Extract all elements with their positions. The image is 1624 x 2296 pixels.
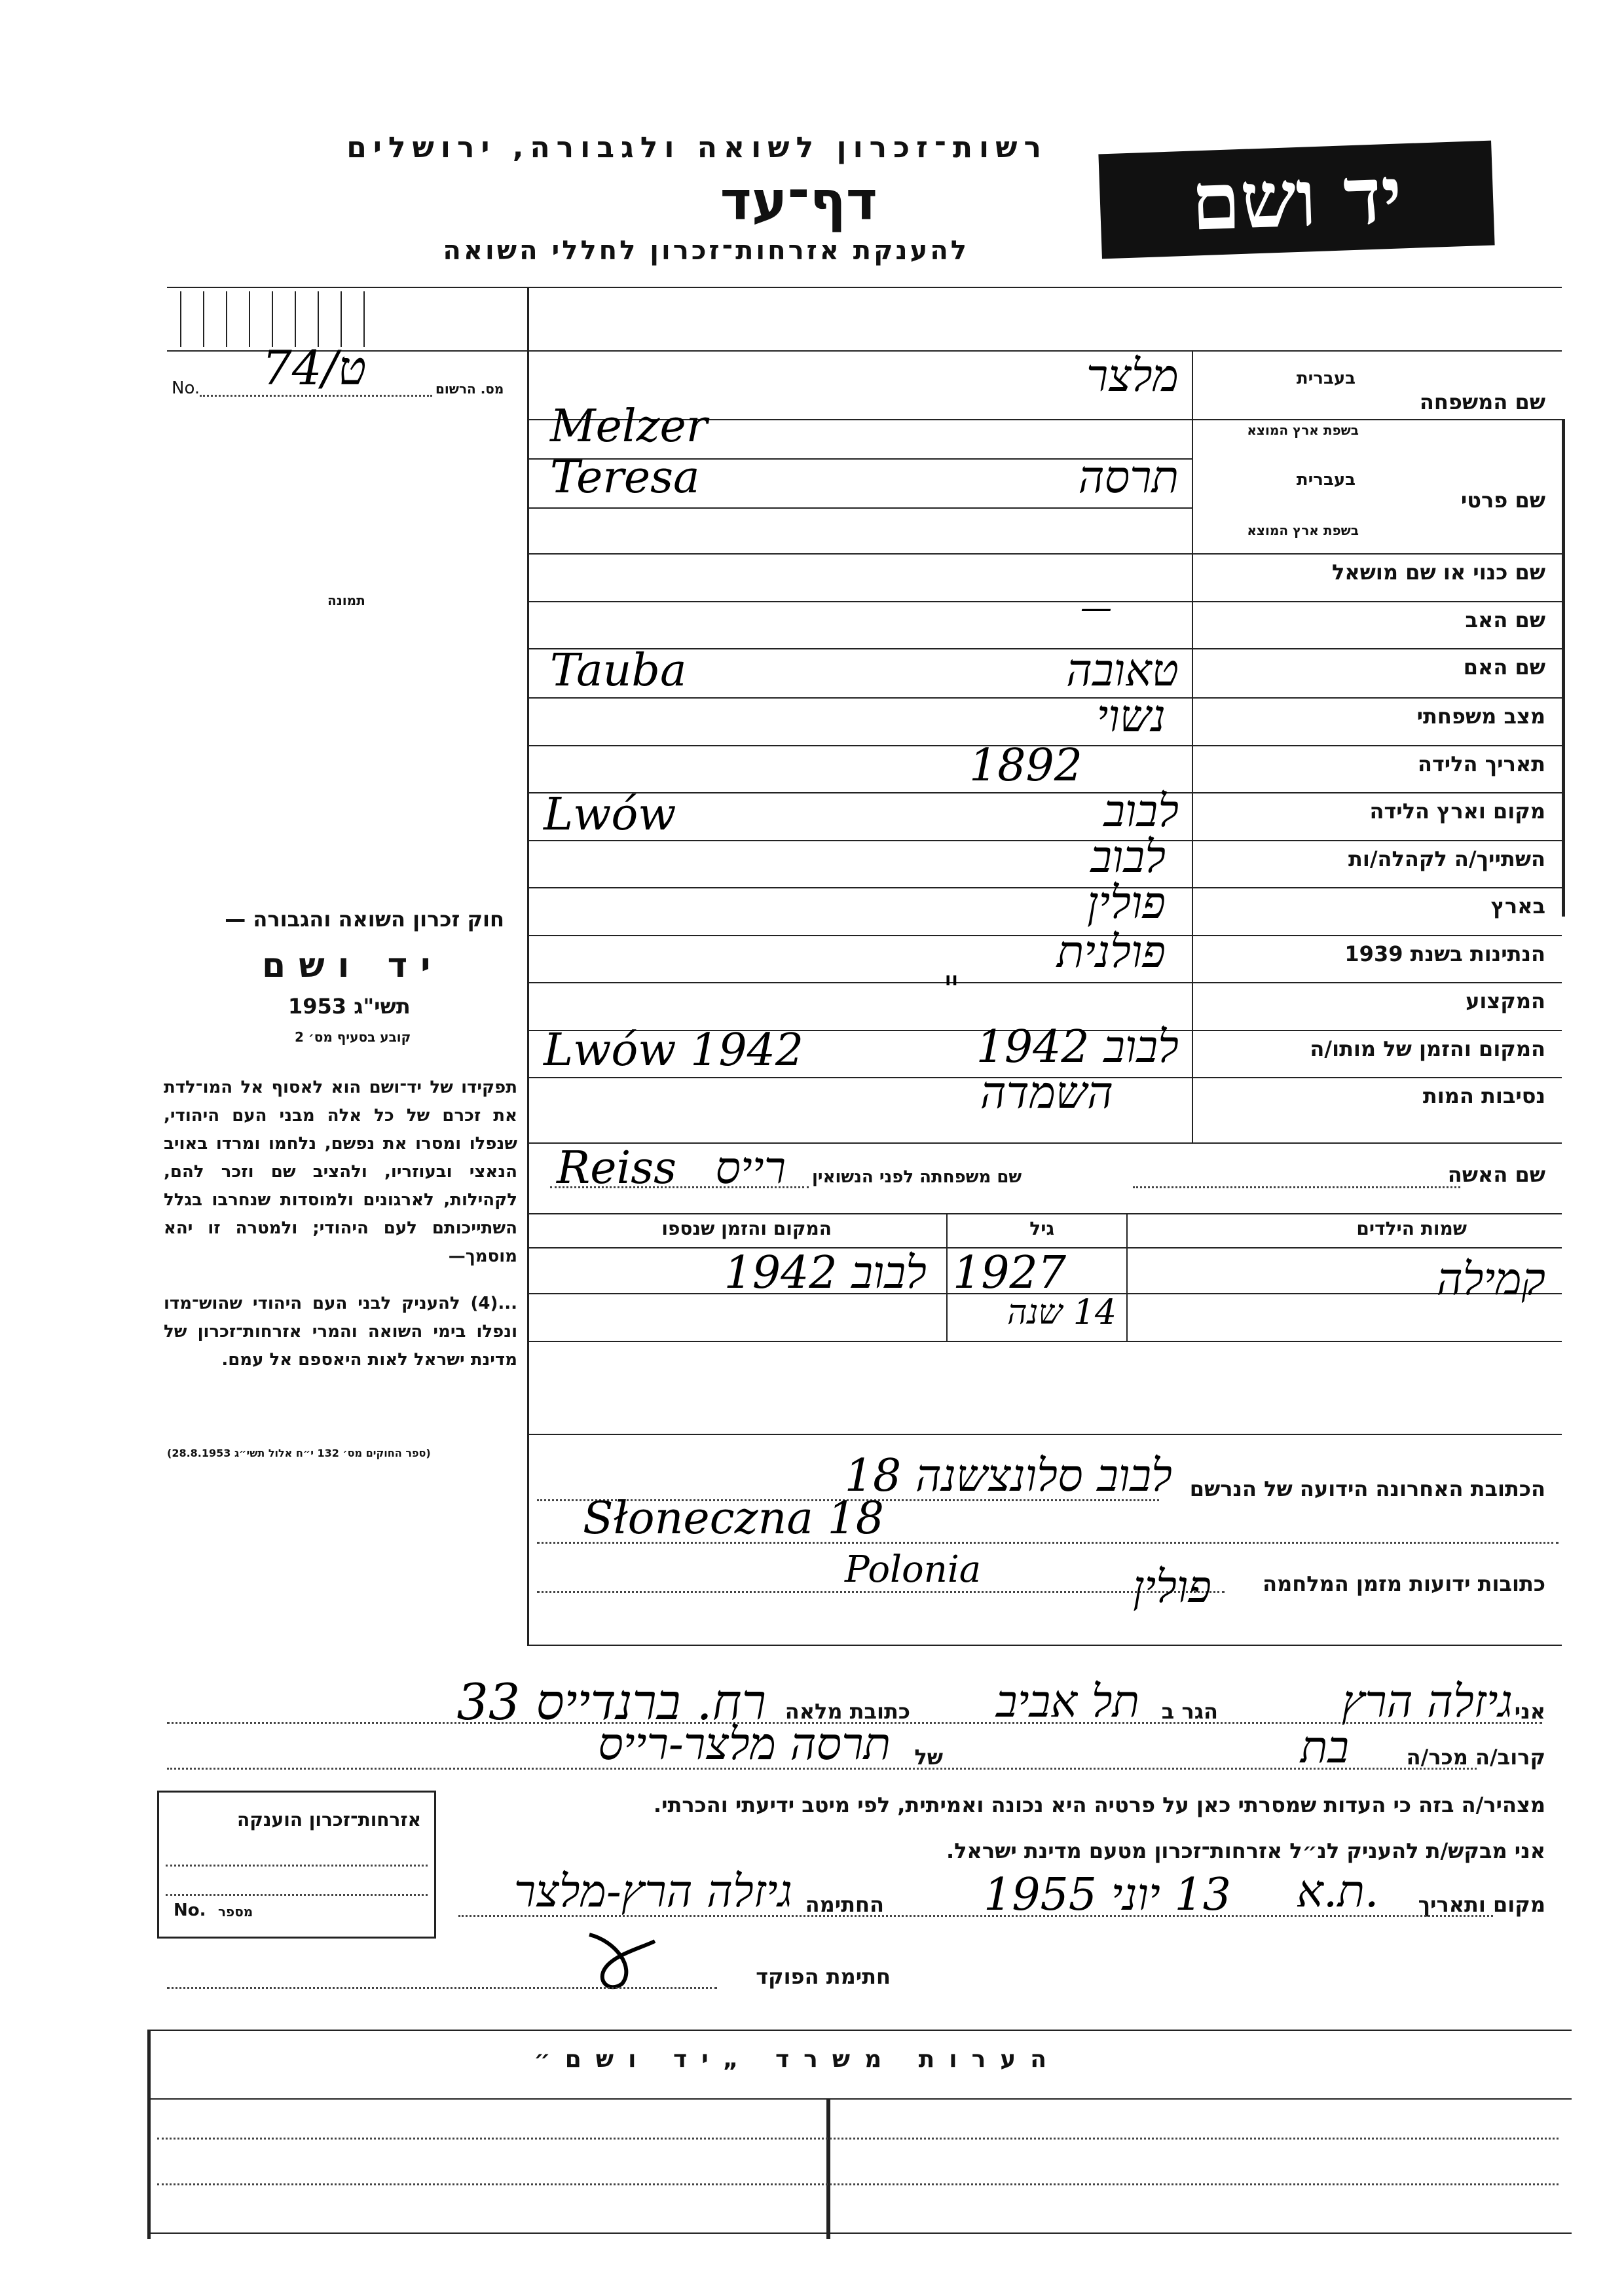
children-col-divider [946,1213,948,1341]
notes-line [147,2098,1572,2100]
row-rule [527,1142,1562,1144]
family-name-label: שם המשפחה [1419,390,1545,414]
notes-line [157,2183,1559,2185]
place-value: ת.א. [1297,1866,1379,1918]
tick [318,291,319,347]
law-text-2: ...(4) להעניק לבני העם היהודי שהוש־מדו ונפלו בימי השואה והמרי אזרחות־זכרון של מדינת ישראל לאות היאספם אל עמם. [164,1294,517,1370]
logo-text: יד ושם [1189,149,1404,249]
address-top-rule [527,1434,1562,1435]
of-label: של [914,1745,943,1770]
maiden-name-label: שם משפחתה לפני הנשואין [812,1167,1022,1187]
law-clause: קובע בסעיף מס׳ 2 [295,1029,411,1045]
grant-box-number-label: מספר [218,1904,253,1920]
child-age-note-value: 14 שנה [1007,1293,1116,1332]
reg-no-value: 74/ט [262,340,367,395]
tick [341,291,342,347]
family-name-hebrew-value: מלצר [1086,350,1179,402]
last-known-address-label: הכתובת האחרונה הידועה של הנרשם [1189,1476,1545,1501]
tick [272,291,273,347]
children-col-names: שמות הילדים [1356,1218,1467,1239]
child-name-value: קמילה [1436,1254,1545,1305]
row-rule [527,601,1562,602]
grant-box-line [166,1865,428,1867]
signature-value: גיזלה הרץ-מלצר [513,1866,792,1918]
grant-box-title: אזרחות־זכרון הוענקה [237,1809,421,1831]
country-value: פולין [1087,877,1166,929]
grant-box-line [166,1894,428,1896]
wartime-hebrew-value: פולין [1133,1561,1211,1613]
yad-vashem-logo [1098,141,1494,259]
first-hebrew-sublabel: בעברית [1296,470,1356,490]
row-rule [527,840,1562,841]
wartime-origin-value: Polonia [845,1548,982,1591]
tick [226,291,227,347]
mother-origin-value: Tauba [550,645,687,697]
last-known-origin-value: Słoneczna 18 [583,1493,884,1544]
law-footnote: (ספר החוקים מס׳ 132 י״ח אלול תשי״ג 28.8.1953) [167,1447,431,1459]
first-name-label: שם פרטי [1460,488,1545,513]
tick [295,291,296,347]
death-hebrew-value: לבוב 1942 [976,1021,1179,1073]
date-value: 13 יוני 1955 [984,1869,1231,1921]
row-rule [527,697,1562,699]
photo-label: תמונה [327,592,365,608]
law-text-1: תפקידו של יד־ושם הוא לאסוף אל המו־לדת את זכרם של כל אלה מבני העם היהודי, שנפלו ומסרו את נפשם, נלחמו ומרדו באויב הנאצי ובעוזריו, ולהציב שם וזכר להם, לקהילות, לארגונים ולמוסדות שנחרבו בגלל השתייכותם לעם היהודי; ולמטרה זו יהא מוסמך— [164,1078,517,1266]
death-cause-value: השמדה [980,1067,1113,1119]
birth-date-value: 1892 [969,740,1083,792]
request-text: אני מבקש/ת להעניק לנ״ל אזרחות־זכרון מטעם מדינת ישראל. [946,1838,1545,1863]
father-value: — [1080,589,1112,626]
birth-place-label: מקום וארץ הלידה [1369,799,1545,824]
father-label: שם האב [1465,608,1545,632]
child-place-value: לבוב 1942 [724,1247,927,1299]
children-col-divider [1126,1213,1128,1341]
form-title: דף־עד [720,170,877,232]
family-origin-sublabel: בשפת ארץ המוצא [1247,422,1359,438]
tick [203,291,204,347]
nickname-label: שם כנוי או שם מושאל [1331,560,1545,585]
first-origin-sublabel: בשפת ארץ המוצא [1247,522,1359,538]
reg-no-prefix: No. [172,378,200,398]
row-rule [527,553,1562,555]
address-bottom-rule [527,1645,1562,1646]
children-col-age: גיל [1029,1218,1054,1239]
wife-dots [1133,1186,1460,1188]
declarant-i-label: אני [1514,1699,1545,1724]
full-address-value: רח. ברנדייס 33 [456,1673,766,1731]
tick [249,291,250,347]
children-col-place: המקום והזמן שנספו [661,1218,832,1239]
child-age-value: 1927 [953,1247,1067,1299]
reg-no-label: מס. הרשום [435,381,504,397]
notes-left-border [147,2030,151,2239]
declarant-name-value: גיזלה הרץ [1341,1676,1513,1728]
wartime-address-label: כתובות ידועות מזמן המלחמה [1263,1571,1545,1596]
wife-label: שם האשה [1447,1162,1545,1187]
death-origin-value: Lwów 1942 [544,1025,804,1076]
law-heading: חוק זכרון השואה והגבורה — [225,907,504,932]
relation-value: בת [1300,1722,1349,1774]
family-name-origin-value: Melzer [550,401,708,452]
of-value: תרסה מלצר-רייס [598,1719,891,1770]
citizenship-label: הנתינות בשנת 1939 [1344,941,1545,966]
wartime-dots [537,1591,1225,1593]
grant-box-no-label: No. [174,1901,206,1920]
mother-hebrew-value: טאובה [1066,645,1179,697]
profession-value: " [943,969,960,1011]
death-cause-label: נסיבות המות [1422,1084,1545,1108]
grant-box [157,1791,436,1939]
tick [363,291,365,347]
frame-second-rule [167,350,1562,352]
frame-top-rule [167,287,1562,288]
row-rule [527,792,1562,793]
authority-line: רשות־זכרון לשואה ולגבורה, ירושלים [346,131,1048,164]
mother-label: שם האם [1463,655,1545,680]
form-subtitle: להענקת אזרחות־זכרון לחללי השואה [443,236,969,266]
citizenship-value: פולנית [1056,926,1166,978]
full-address-label: כתובת מלאה [784,1699,910,1724]
tick [180,291,181,347]
children-row-rule [527,1341,1562,1342]
row-rule [527,935,1562,936]
resides-label: הגר ב [1161,1699,1218,1724]
row-rule [527,887,1562,888]
declarant-city-value: תל אביב [995,1676,1139,1728]
left-column-divider [527,287,529,1645]
last-known-hebrew-value: לבוב סלונצשנה 18 [844,1450,1172,1502]
maiden-hebrew-value: רייס [715,1142,786,1194]
family-hebrew-sublabel: בעברית [1296,369,1356,388]
first-name-hebrew-value: תרסה [1078,452,1179,503]
notes-bottom-rule [147,2232,1572,2234]
profession-label: המקצוע [1466,989,1545,1013]
right-border [1562,419,1565,917]
marital-value: נשוי [1096,691,1166,742]
children-top-rule [527,1213,1562,1214]
law-year: תשי"ג 1953 [288,994,411,1019]
officer-dots [167,1987,717,1989]
place-date-label: מקום ותאריך [1418,1892,1545,1917]
death-label: המקום והזמן של מותו/ה [1310,1036,1545,1061]
notes-center-divider [826,2098,830,2239]
declaration-text: מצהיר/ה בזה כי העדות שמסרתי כאן על פרטיה היא נכונה ואמיתית, לפי מיטב ידיעתי והכרתי. [653,1793,1545,1817]
birth-place-origin-value: Lwów [544,789,676,841]
officer-signature-label: חתימת הפוקד [756,1964,891,1989]
community-value: לבוב [1090,831,1166,883]
maiden-origin-value: Reiss [557,1142,676,1194]
notes-top-rule [147,2030,1572,2031]
label-column-divider [1192,350,1193,1142]
row-rule [527,507,1192,509]
signature-label: החתימה [805,1892,884,1917]
country-label: בארץ [1490,894,1545,919]
row-rule [527,982,1562,983]
notes-line [157,2138,1559,2140]
notes-title: הערות משרד „יד ושם״ [534,2046,1061,2073]
relation-label: קרוב/ה מכר/ה [1406,1745,1545,1770]
community-label: השתייך/ה לקהלה/ות [1348,847,1545,871]
marital-label: מצב משפחתי [1416,704,1545,729]
law-name: יד ושם [262,946,444,985]
officer-signature-mark [576,1922,674,1994]
birth-date-label: תאריך הלידה [1417,752,1545,776]
first-name-origin-value: Teresa [550,452,700,503]
birth-place-hebrew-value: לבוב [1103,786,1179,837]
